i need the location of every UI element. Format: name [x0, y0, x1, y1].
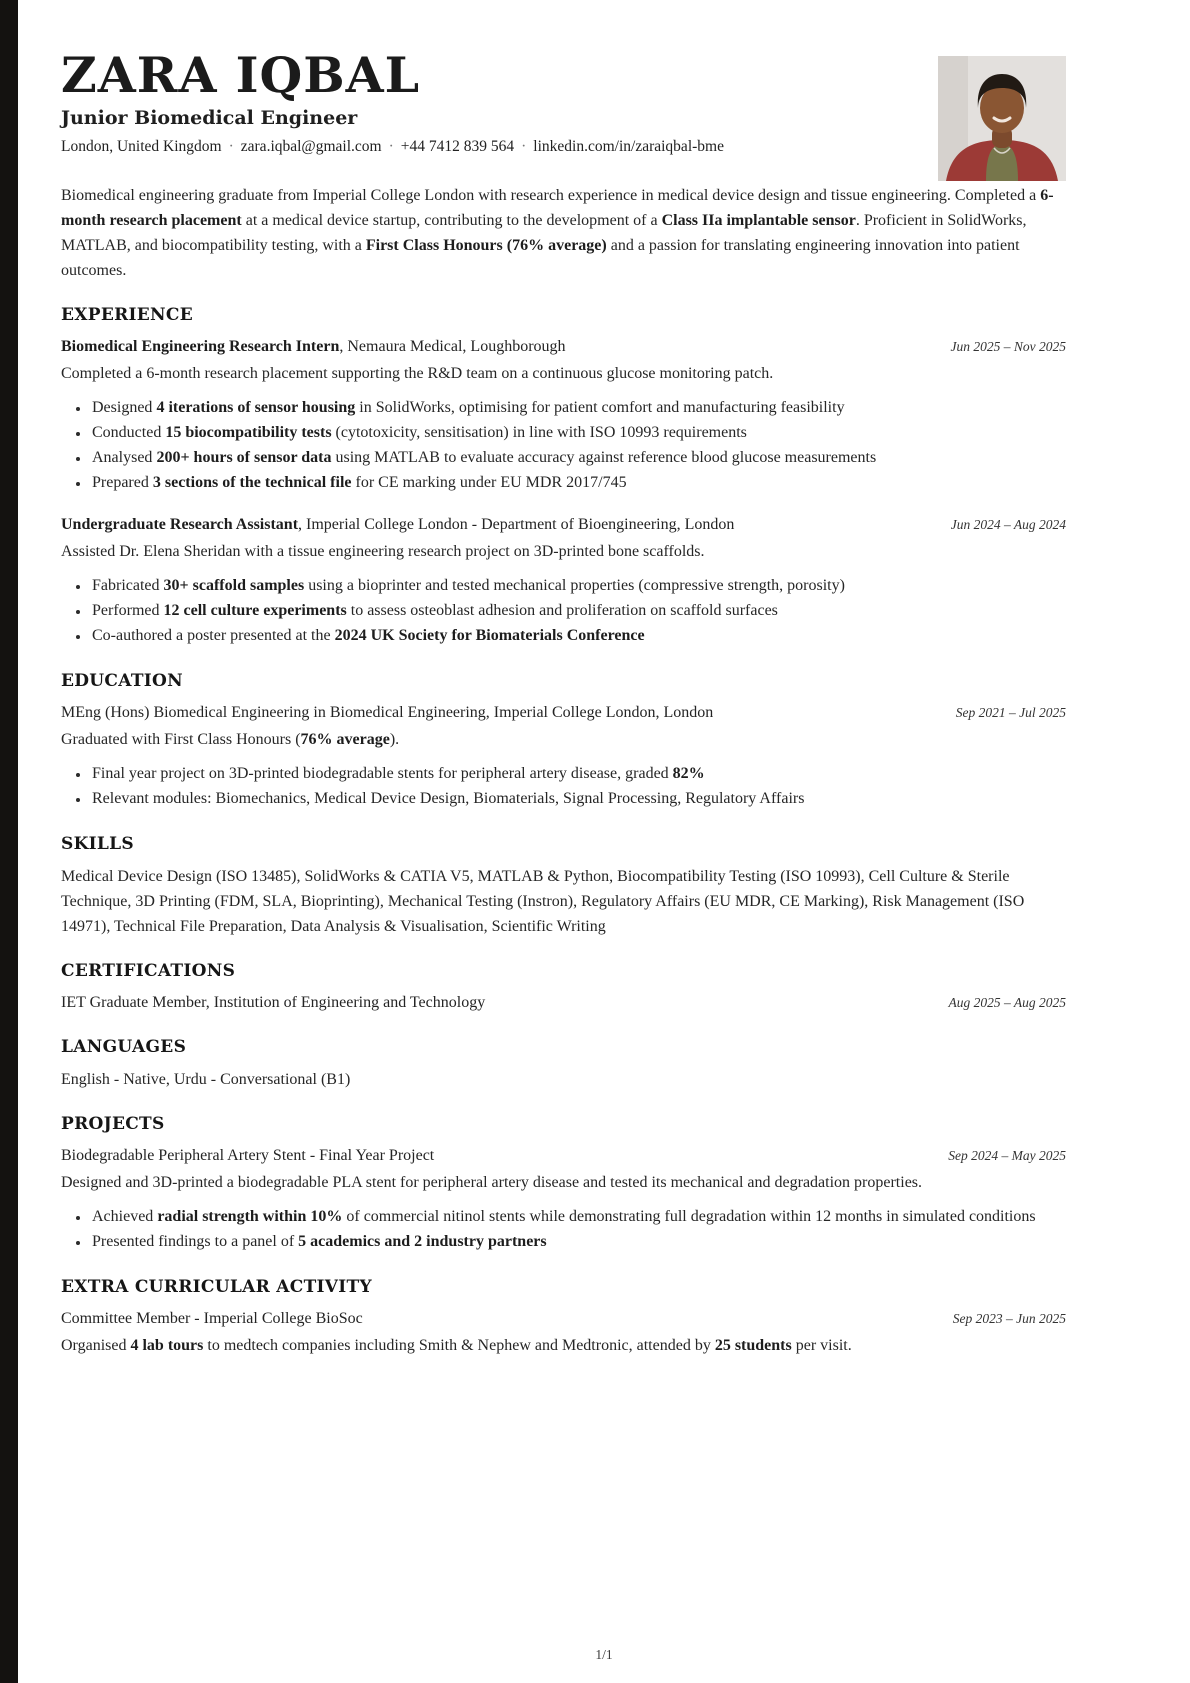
bullet-item: • Achieved radial strength within 10% of commercial nitinol stents while demonstrating full degradation within 12 months in simulated conditions	[90, 1205, 1066, 1230]
entry-title: Undergraduate Research Assistant, Imperial College London - Department of Bioengineering, London	[61, 516, 735, 534]
entry-header	[61, 513, 1066, 537]
bullet-item: • Performed 12 cell culture experiments to assess osteoblast adhesion and proliferation on scaffold surfaces	[90, 599, 1066, 624]
entry-header	[61, 1307, 1066, 1331]
bullet-item: • Co-authored a poster presented at the 2024 UK Society for Biomaterials Conference	[90, 624, 1066, 649]
entry-description: Completed a 6-month research placement supporting the R&D team on a continuous glucose monitoring patch.	[61, 365, 774, 383]
section-skills	[61, 834, 1066, 939]
candidate-name: ZARA IQBAL	[61, 46, 421, 104]
candidate-job-title: Junior Biomedical Engineer	[61, 106, 358, 129]
entry-date: Sep 2023 – Jun 2025	[952, 1311, 1066, 1327]
entry-header	[61, 1144, 1066, 1168]
bullet-item: • Final year project on 3D-printed biodegradable stents for peripheral artery disease, graded 82%	[90, 762, 1066, 787]
certification-entry	[61, 991, 1066, 1015]
entry-description: Designed and 3D-printed a biodegradable PLA stent for peripheral artery disease and tested its mechanical and degradation properties.	[61, 1174, 923, 1192]
contact-phone: +44 7412 839 564	[400, 137, 515, 155]
entry-description: Organised 4 lab tours to medtech companies including Smith & Nephew and Medtronic, attended by 25 students per visit.	[61, 1337, 852, 1355]
bullet-item: • Prepared 3 sections of the technical file for CE marking under EU MDR 2017/745	[90, 471, 1066, 496]
bullet-item: • Designed 4 iterations of sensor housing in SolidWorks, optimising for patient comfort and manufacturing feasibility	[90, 396, 1066, 421]
entry-title: Committee Member - Imperial College BioSoc	[61, 1310, 363, 1328]
bullet-item: • Fabricated 30+ scaffold samples using a bioprinter and tested mechanical properties (compressive strength, porosity)	[90, 574, 1066, 599]
project-entry	[61, 1144, 1066, 1255]
experience-entry	[61, 513, 1066, 649]
entry-bullet-list	[61, 396, 1066, 496]
section-extracurricular	[61, 1277, 1066, 1358]
languages-heading: LANGUAGES	[61, 1037, 187, 1058]
extracurricular-heading: EXTRA CURRICULAR ACTIVITY	[61, 1277, 372, 1298]
contact-linkedin: linkedin.com/in/zaraiqbal-bme	[533, 137, 724, 155]
contact-line	[61, 138, 1066, 156]
contact-separator	[222, 138, 241, 155]
resume-content	[61, 46, 1066, 1358]
entry-title: Biodegradable Peripheral Artery Stent - Final Year Project	[61, 1147, 435, 1165]
page-number: 1/1	[595, 1647, 613, 1662]
contact-separator	[382, 138, 401, 155]
languages-text: English - Native, Urdu - Conversational (B1)	[61, 1071, 351, 1089]
experience-heading: EXPERIENCE	[61, 305, 193, 326]
section-projects	[61, 1114, 1066, 1255]
page-edge-bar	[0, 0, 18, 1683]
contact-location: London, United Kingdom	[61, 137, 222, 155]
bullet-item: • Relevant modules: Biomechanics, Medical Device Design, Biomaterials, Signal Processing, Regulatory Affairs	[90, 787, 1066, 812]
bullet-item: • Conducted 15 biocompatibility tests (cytotoxicity, sensitisation) in line with ISO 10993 requirements	[90, 421, 1066, 446]
education-heading: EDUCATION	[61, 671, 183, 692]
entry-title: Biomedical Engineering Research Intern, Nemaura Medical, Loughborough	[61, 338, 566, 356]
summary-paragraph: Biomedical engineering graduate from Imperial College London with research experience in medical device design and tissue engineering. Completed a 6-month research placement at a medical device startup, contributing to the development of a Class IIa implantable sensor. Proficient in SolidWorks, MATLAB, and biocompatibility testing, with a First Class Honours (76% average) and a passion for translating engineering innovation into patient outcomes.	[61, 186, 1054, 280]
resume-header	[61, 46, 1066, 156]
section-languages	[61, 1037, 1066, 1092]
entry-bullet-list	[61, 1205, 1066, 1255]
skills-text: Medical Device Design (ISO 13485), SolidWorks & CATIA V5, MATLAB & Python, Biocompatibility Testing (ISO 10993), Cell Culture & Sterile Technique, 3D Printing (FDM, SLA, Bioprinting), Mechanical Testing (Instron), Regulatory Affairs (EU MDR, CE Marking), Risk Management (ISO 14971), Technical File Preparation, Data Analysis & Visualisation, Scientific Writing	[61, 867, 1025, 936]
contact-email: zara.iqbal@gmail.com	[240, 137, 382, 155]
entry-date: Jun 2025 – Nov 2025	[950, 339, 1066, 355]
entry-description: Assisted Dr. Elena Sheridan with a tissue engineering research project on 3D-printed bone scaffolds.	[61, 543, 705, 561]
entry-header	[61, 335, 1066, 359]
bullet-item: • Analysed 200+ hours of sensor data using MATLAB to evaluate accuracy against reference blood glucose measurements	[90, 446, 1066, 471]
entry-description: Graduated with First Class Honours (76% average).	[61, 731, 400, 749]
entry-date: Sep 2021 – Jul 2025	[955, 705, 1066, 721]
experience-entry	[61, 335, 1066, 496]
projects-heading: PROJECTS	[61, 1114, 165, 1135]
extracurricular-entry	[61, 1307, 1066, 1358]
section-experience	[61, 305, 1066, 649]
entry-title: IET Graduate Member, Institution of Engineering and Technology	[61, 994, 486, 1012]
entry-title: MEng (Hons) Biomedical Engineering in Biomedical Engineering, Imperial College London, London	[61, 704, 714, 722]
certifications-heading: CERTIFICATIONS	[61, 961, 236, 982]
skills-heading: SKILLS	[61, 833, 134, 854]
entry-bullet-list	[61, 574, 1066, 649]
entry-bullet-list	[61, 762, 1066, 812]
bullet-item: • Presented findings to a panel of 5 academics and 2 industry partners	[90, 1230, 1066, 1255]
contact-separator	[514, 138, 533, 155]
entry-date: Aug 2025 – Aug 2025	[948, 995, 1066, 1011]
entry-header	[61, 991, 1066, 1015]
entry-header	[61, 701, 1066, 725]
section-certifications	[61, 961, 1066, 1015]
entry-date: Jun 2024 – Aug 2024	[950, 517, 1066, 533]
education-entry	[61, 701, 1066, 812]
entry-date: Sep 2024 – May 2025	[948, 1148, 1066, 1164]
section-education	[61, 671, 1066, 812]
